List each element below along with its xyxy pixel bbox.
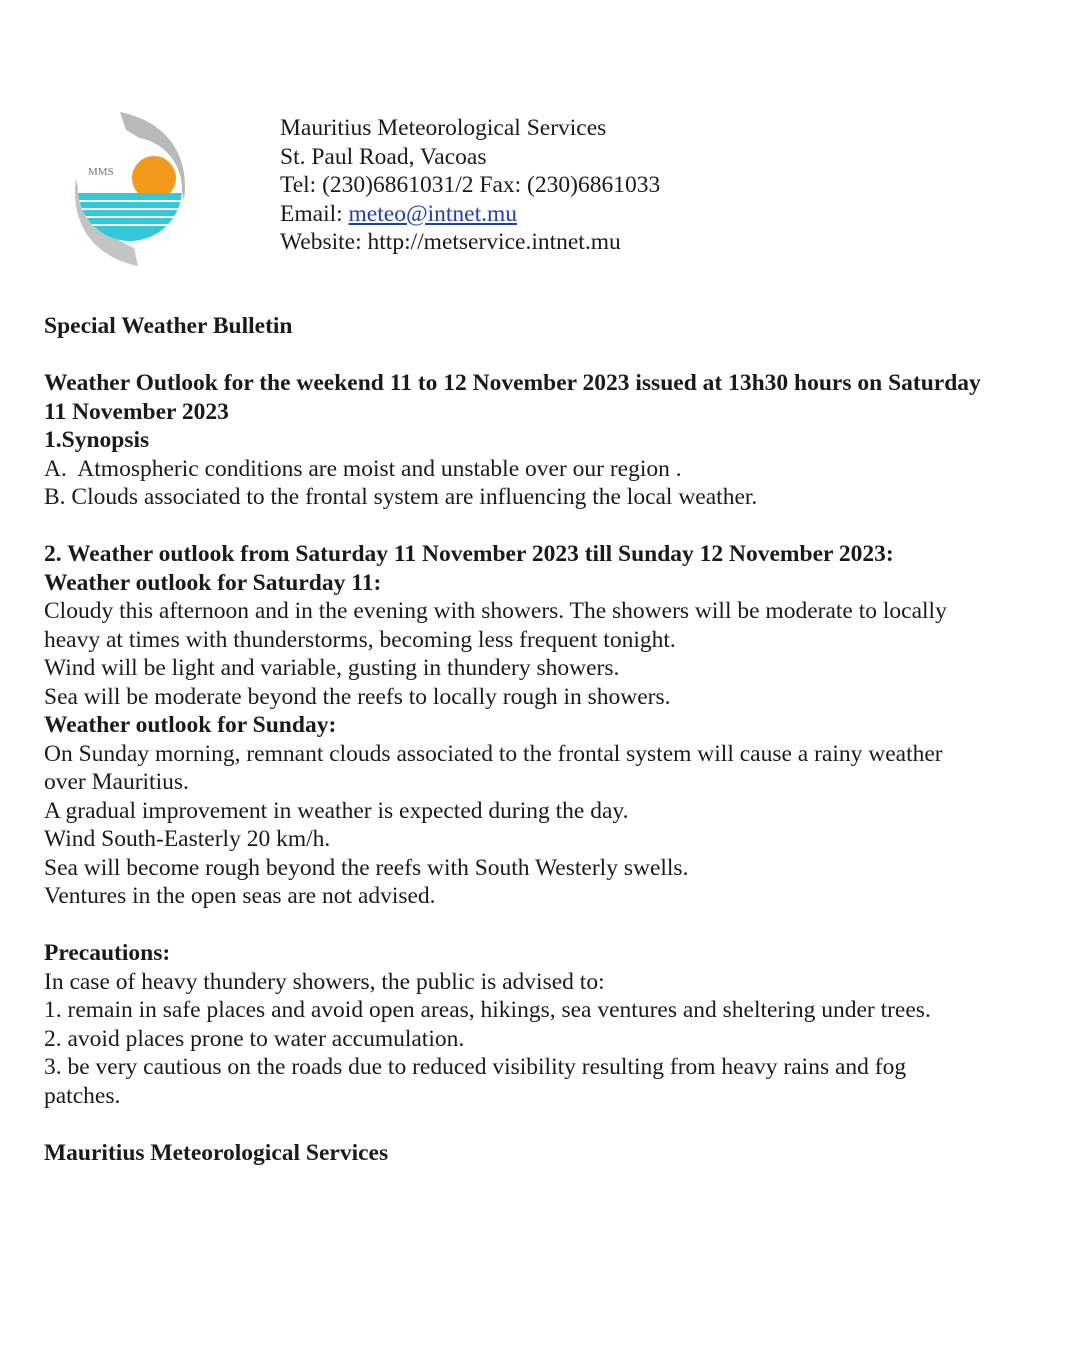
precaution-line: 1. remain in safe places and avoid open areas, hikings, sea ventures and sheltering under trees. bbox=[44, 997, 931, 1023]
synopsis-b: B. Clouds associated to the frontal system are influencing the local weather. bbox=[44, 484, 758, 510]
synopsis-heading: 1.Synopsis bbox=[44, 427, 150, 453]
precautions-heading: Precautions: bbox=[44, 940, 171, 966]
sunday-line: Ventures in the open seas are not advised. bbox=[44, 883, 436, 909]
sunday-line: A gradual improvement in weather is expected during the day. bbox=[44, 797, 629, 824]
precaution-line: In case of heavy thundery showers, the public is advised to: bbox=[44, 968, 605, 995]
precaution-line: patches. bbox=[44, 1082, 121, 1109]
saturday-line: Cloudy this afternoon and in the evening with showers. The showers will be moderate to locally bbox=[44, 598, 947, 624]
mms-logo bbox=[68, 108, 192, 270]
saturday-heading: Weather outlook for Saturday 11: bbox=[44, 569, 382, 596]
contact-header bbox=[280, 114, 660, 257]
precaution-line: 3. be very cautious on the roads due to reduced visibility resulting from heavy rains and fog bbox=[44, 1054, 907, 1080]
signature: Mauritius Meteorological Services bbox=[44, 1139, 389, 1166]
sunday-line: Sea will become rough beyond the reefs with South Westerly swells. bbox=[44, 854, 689, 881]
sunday-line: Wind South-Easterly 20 km/h. bbox=[44, 826, 331, 852]
section2-heading: 2. Weather outlook from Saturday 11 November 2023 till Sunday 12 November 2023: bbox=[44, 541, 894, 567]
org-name: Mauritius Meteorological Services bbox=[280, 115, 607, 141]
outlook-heading-line-2: 11 November 2023 bbox=[44, 398, 229, 425]
bulletin-title: Special Weather Bulletin bbox=[44, 313, 293, 339]
bulletin-body bbox=[44, 312, 1044, 1167]
synopsis-a: A. Atmospheric conditions are moist and unstable over our region . bbox=[44, 455, 682, 482]
email-link[interactable]: meteo@intnet.mu bbox=[348, 200, 518, 227]
email-label: Email: bbox=[280, 200, 349, 227]
saturday-line: heavy at times with thunderstorms, becoming less frequent tonight. bbox=[44, 626, 676, 653]
precaution-line: 2. avoid places prone to water accumulation. bbox=[44, 1025, 465, 1052]
sunday-line: over Mauritius. bbox=[44, 769, 189, 795]
sunday-heading: Weather outlook for Sunday: bbox=[44, 712, 337, 738]
outlook-heading-line-1: Weather Outlook for the weekend 11 to 12 November 2023 issued at 13h30 hours on Saturday bbox=[44, 370, 981, 396]
tel-fax: Tel: (230)6861031/2 Fax: (230)6861033 bbox=[280, 172, 661, 198]
logo-text: MMS bbox=[88, 166, 114, 178]
saturday-line: Wind will be light and variable, gusting in thundery showers. bbox=[44, 655, 620, 681]
address: St. Paul Road, Vacoas bbox=[280, 143, 487, 170]
sunday-line: On Sunday morning, remnant clouds associated to the frontal system will cause a rainy weather bbox=[44, 740, 943, 767]
saturday-line: Sea will be moderate beyond the reefs to locally rough in showers. bbox=[44, 683, 671, 710]
email-line bbox=[280, 200, 660, 229]
website: Website: http://metservice.intnet.mu bbox=[280, 229, 621, 255]
